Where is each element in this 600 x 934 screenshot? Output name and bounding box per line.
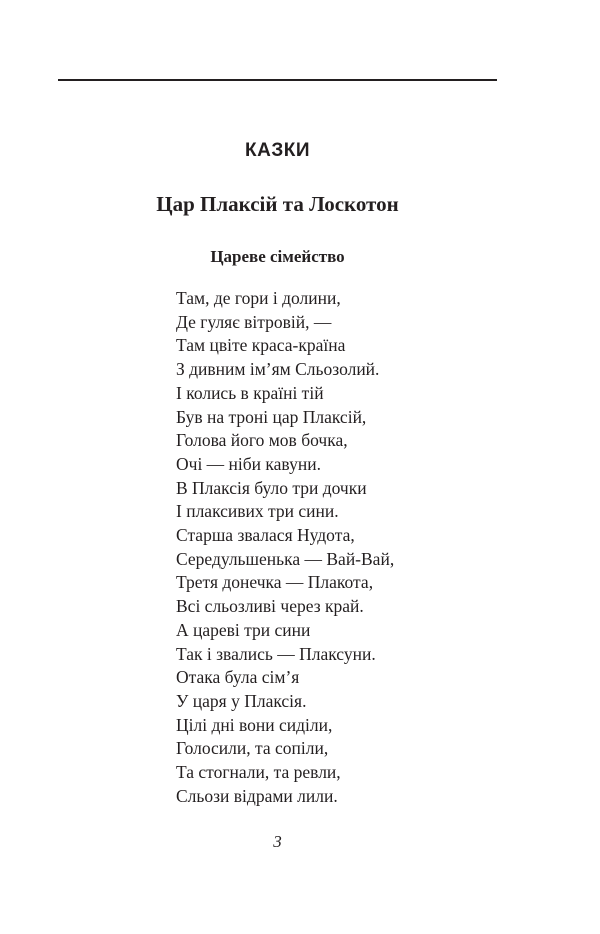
chapter-subtitle: Цареве сімейство — [210, 247, 345, 266]
poem-line: У царя у Плаксія. — [176, 690, 307, 711]
poem-line: Отака була сім’я — [176, 667, 300, 688]
poem-line: Голосили, та сопіли, — [176, 738, 329, 759]
poem-line: Там, де гори і долини, — [176, 288, 341, 308]
poem-line: Був на троні цар Плаксій, — [176, 406, 367, 427]
poem-line: В Плаксія було три дочки — [176, 477, 367, 498]
poem-line: І плаксивих три сини. — [176, 501, 339, 522]
poem-line: Третя донечка — Плакота, — [176, 572, 374, 593]
poem-body — [176, 287, 394, 808]
poem-line: Сльози відрами лили. — [176, 785, 338, 806]
section-heading: КАЗКИ — [245, 140, 310, 161]
poem-line: І колись в країні тій — [176, 382, 324, 403]
poem-line: Середульшенька — Вай-Вай, — [176, 548, 395, 569]
poem-line: Всі сльозливі через край. — [176, 596, 364, 617]
poem-line: З дивним ім’ям Сльозолий. — [176, 359, 380, 380]
header-rule — [58, 79, 497, 81]
story-title: Цар Плаксій та Лоскотон — [156, 192, 399, 216]
poem-line: Так і звались — Плаксуни. — [176, 643, 376, 664]
page-number: 3 — [273, 832, 282, 851]
poem-line: Старша звалася Нудота, — [176, 525, 355, 546]
poem-line: Цілі дні вони сиділи, — [176, 714, 333, 735]
poem-line: А цареві три сини — [176, 619, 311, 640]
poem-line: Та стогнали, та ревли, — [176, 762, 341, 783]
poem-line: Голова його мов бочка, — [176, 430, 348, 451]
poem-line: Там цвіте краса-країна — [176, 335, 346, 356]
poem-line: Очі — ніби кавуни. — [176, 453, 321, 474]
poem-line: Де гуляє вітровій, — — [176, 311, 332, 332]
